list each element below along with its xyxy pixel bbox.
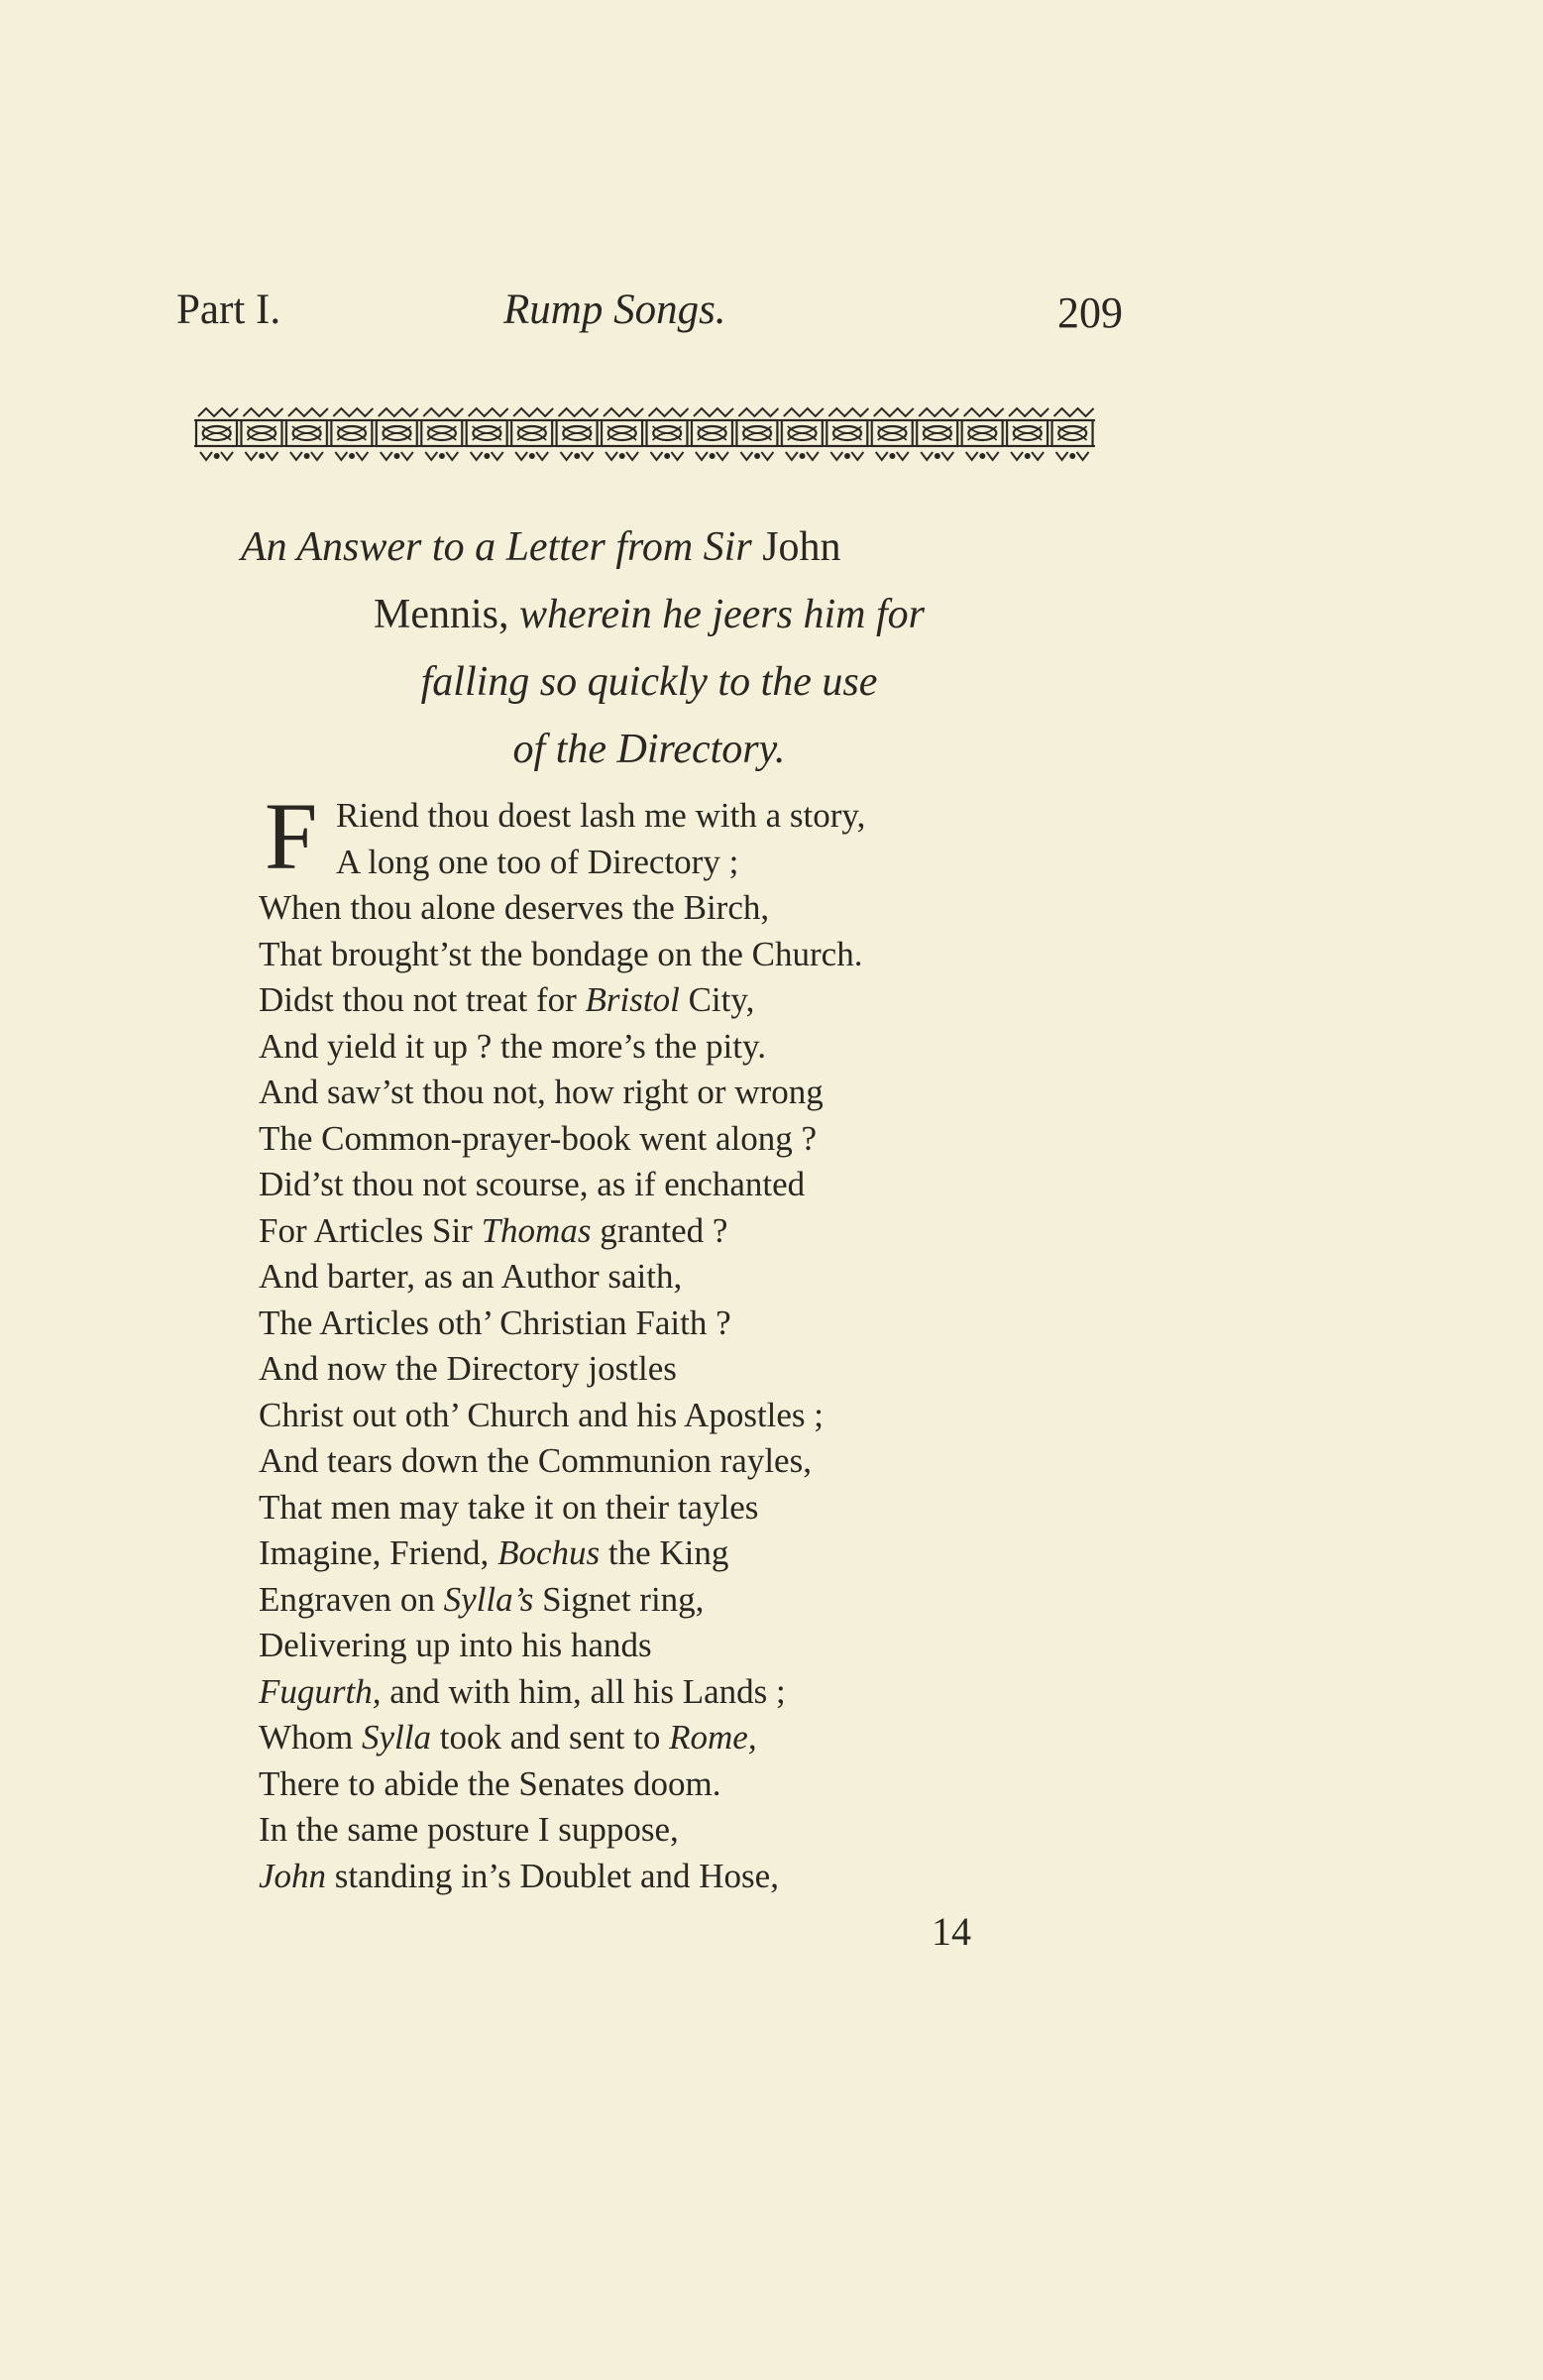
verse-line: And tears down the Communion rayles,	[259, 1441, 812, 1480]
verse-line: Fugurth, and with him, all his Lands ;	[259, 1671, 786, 1711]
running-head	[176, 285, 1123, 345]
verse-line: Whom Sylla took and sent to Rome,	[259, 1718, 757, 1757]
verse-line: The Common-prayer-book went along ?	[259, 1118, 818, 1158]
heading-line-4	[198, 716, 1100, 783]
verse-line: Did’st thou not scourse, as if enchanted	[259, 1165, 806, 1203]
heading-line-1-roman: John	[751, 524, 841, 570]
heading-line-1-italic: An Answer to a Letter from Sir	[241, 524, 752, 570]
page-number: 209	[1057, 288, 1123, 337]
verse-line: And saw’st thou not, how right or wrong	[259, 1073, 824, 1111]
verse-line: For Articles Sir Thomas granted ?	[259, 1210, 728, 1250]
verse-line: Riend thou doest lash me with a story,	[336, 796, 866, 835]
verse-line: When thou alone deserves the Birch,	[259, 888, 770, 927]
verse-line: The Articles oth’ Christian Faith ?	[259, 1303, 731, 1342]
signature-mark: 14	[932, 1909, 971, 1954]
heading-line-4-italic: of the Directory.	[512, 727, 786, 772]
verse-line: That brought’st the bondage on the Church.	[259, 934, 863, 973]
verse-line: John standing in’s Doublet and Hose,	[259, 1856, 779, 1895]
verse-line: That men may take it on their tayles	[259, 1487, 759, 1527]
poem-heading	[198, 513, 1100, 783]
heading-line-1	[198, 513, 1100, 581]
running-title: Rump Songs.	[503, 286, 726, 333]
verse-line: And now the Directory jostles	[259, 1349, 677, 1388]
opening-lines	[259, 783, 1091, 889]
verse-line: Christ out oth’ Church and his Apostles ;	[259, 1395, 825, 1434]
verse-line: Imagine, Friend, Bochus the King	[259, 1533, 729, 1572]
poem-body	[259, 783, 1091, 1899]
heading-line-2-roman: Mennis,	[373, 592, 509, 637]
verse-line: There to abide the Senates doom.	[259, 1763, 721, 1803]
heading-line-3	[198, 648, 1100, 716]
part-label: Part I.	[176, 286, 281, 333]
heading-line-2-italic: wherein he jeers him for	[508, 592, 926, 637]
heading-line-2	[198, 581, 1100, 648]
decorative-border-icon	[194, 406, 1095, 464]
drop-cap: F	[265, 783, 318, 889]
verse-line: In the same posture I suppose,	[259, 1810, 679, 1849]
heading-line-3-italic: falling so quickly to the use	[420, 659, 878, 705]
verse-line: And barter, as an Author saith,	[259, 1257, 683, 1296]
verse-line: Engraven on Sylla’s Signet ring,	[259, 1579, 705, 1619]
verse-line: Didst thou not treat for Bristol City,	[259, 980, 755, 1019]
verse-line: A long one too of Directory ;	[336, 842, 739, 881]
verse-line: And yield it up ? the more’s the pity.	[259, 1026, 766, 1066]
verse-line: Delivering up into his hands	[259, 1626, 652, 1664]
